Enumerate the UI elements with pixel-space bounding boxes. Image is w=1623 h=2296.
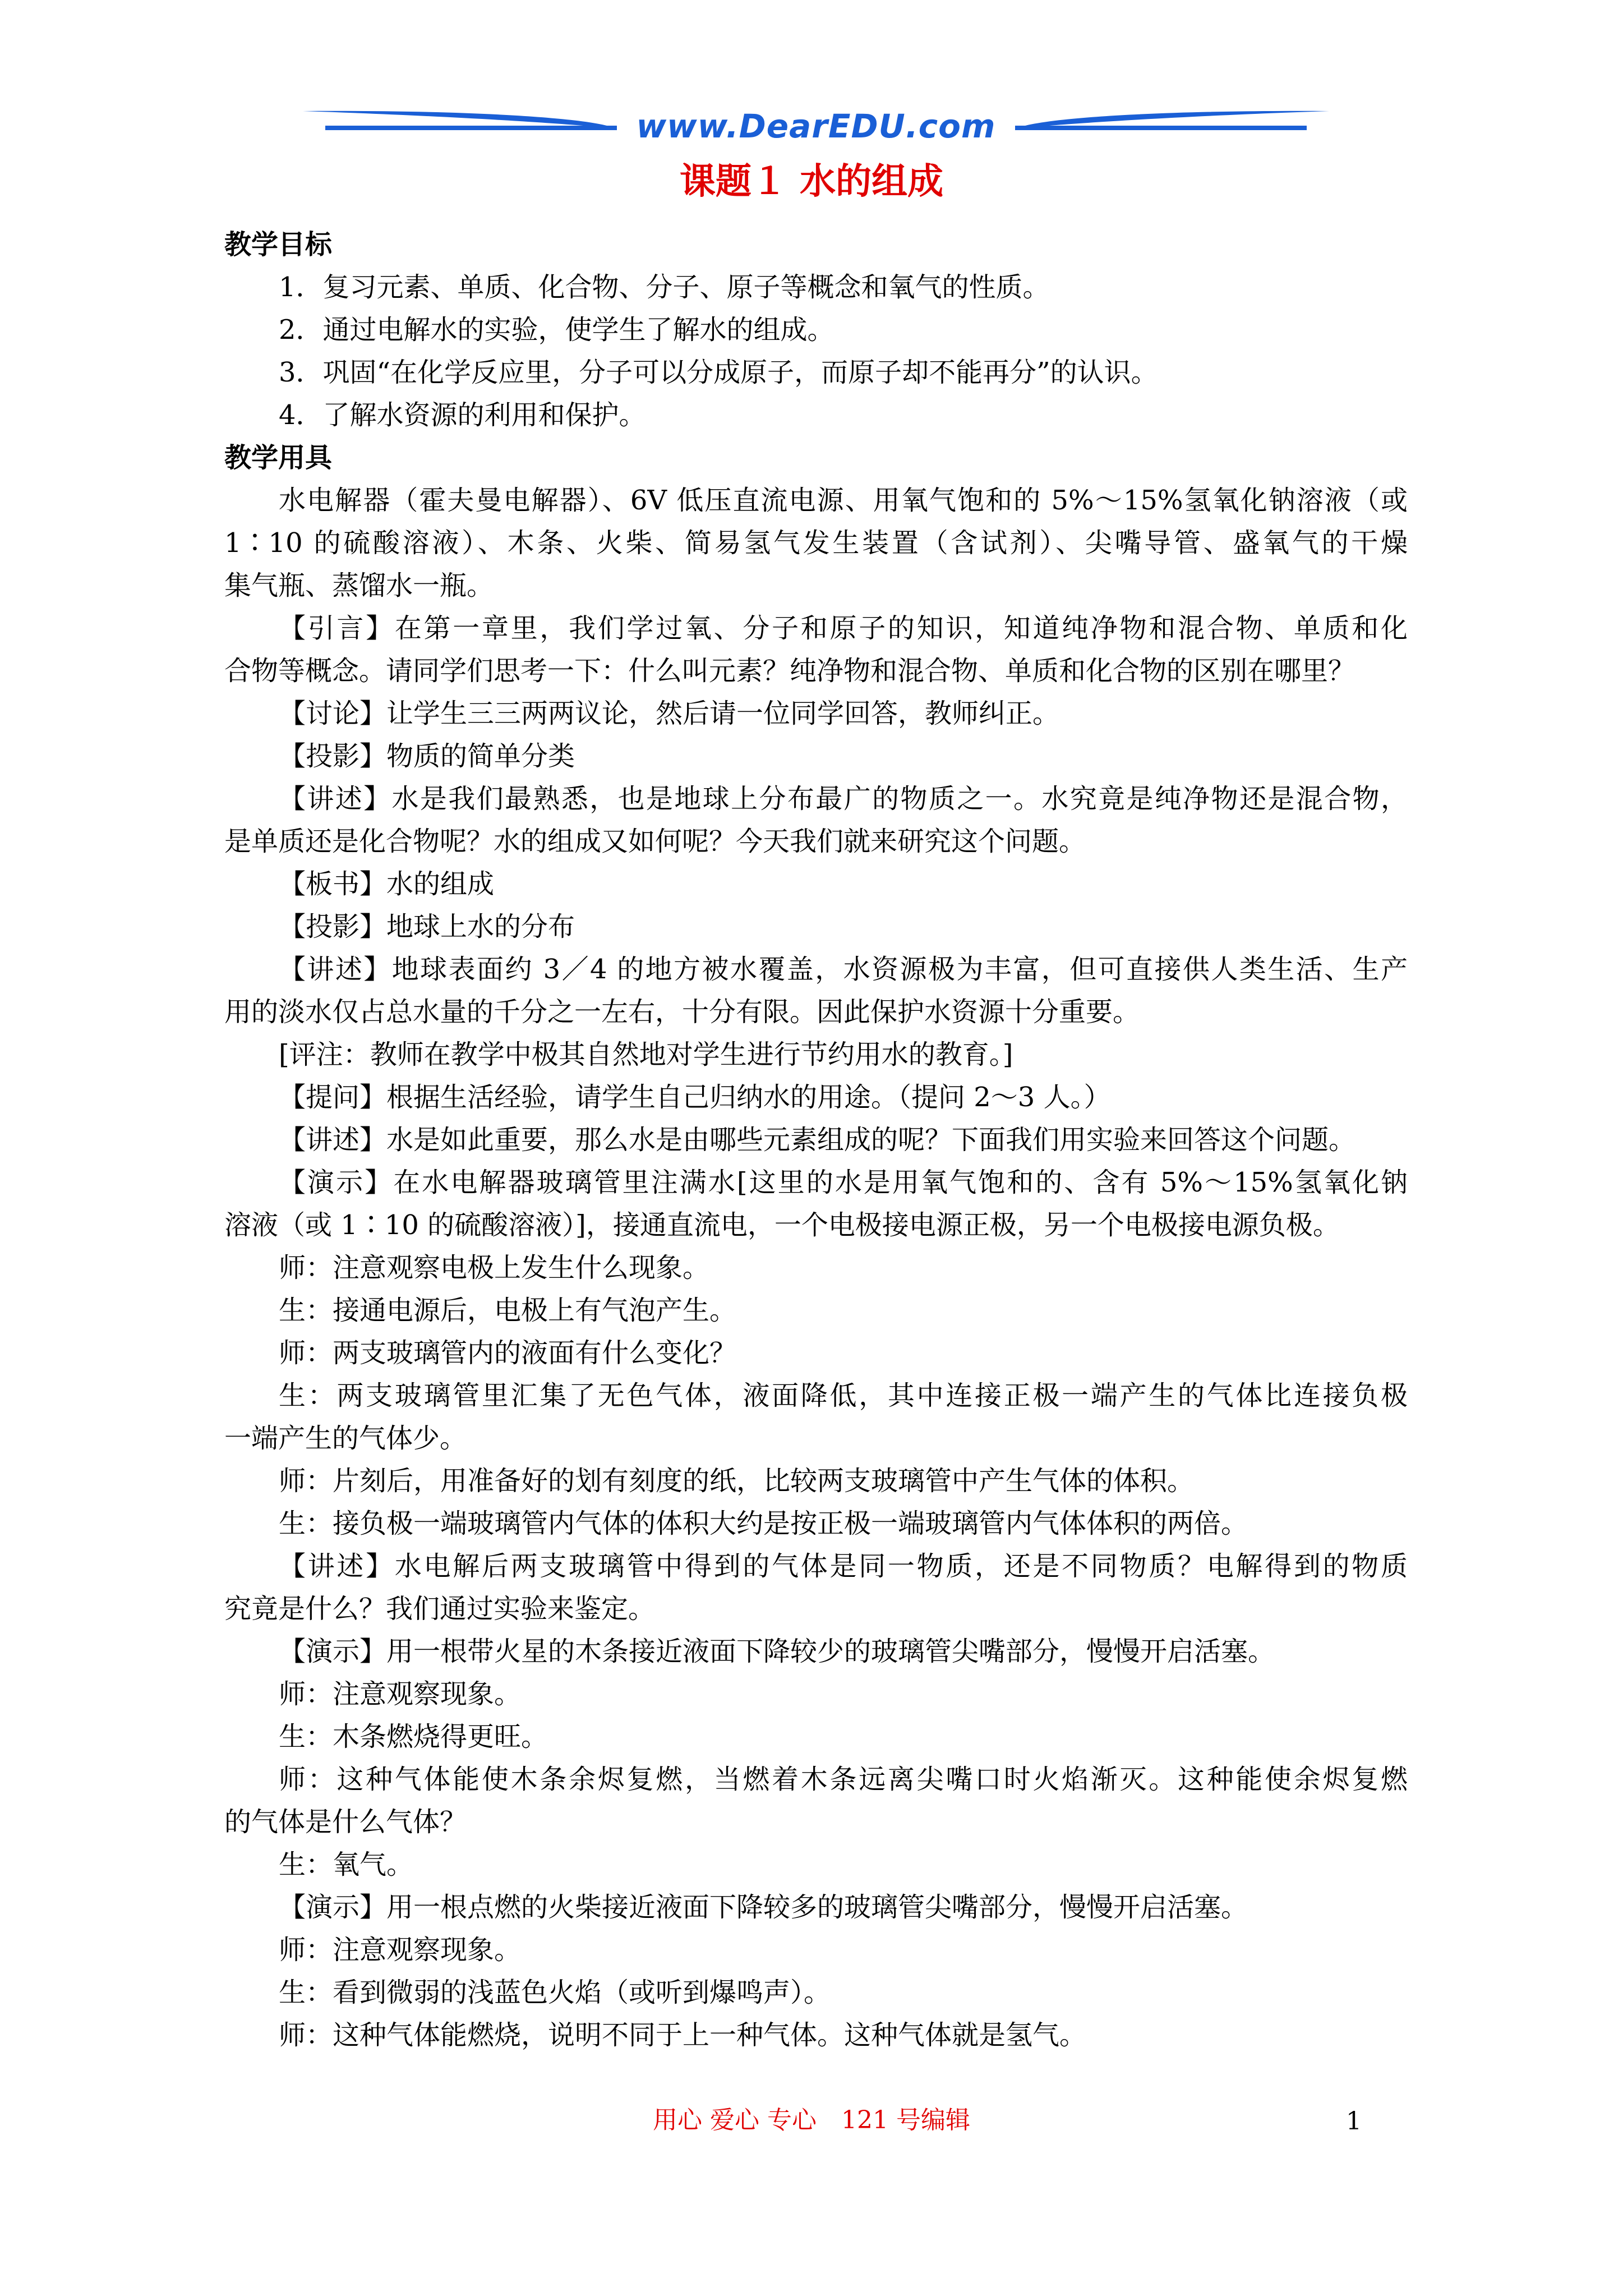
text-line: 【讲述】水是如此重要，那么水是由哪些元素组成的呢？下面我们用实验来回答这个问题。	[279, 1124, 1356, 1156]
text-line: 生：两支玻璃管里汇集了无色气体，液面降低，其中连接正极一端产生的气体比连接负极	[279, 1380, 1408, 1411]
page-title: 课题１ 水的组成	[679, 160, 944, 203]
text-line: 师：注意观察电极上发生什么现象。	[279, 1252, 710, 1283]
text-line: 【讨论】让学生三三两两议论，然后请一位同学回答，教师纠正。	[279, 698, 1060, 729]
page-number: 1	[1346, 2107, 1362, 2136]
text-line: 【板书】水的组成	[279, 868, 495, 900]
text-line: 师：注意观察现象。	[279, 1678, 522, 1710]
site-logo-text: www.DearEDU.com	[626, 107, 1006, 145]
text-line: 师：注意观察现象。	[279, 1934, 522, 1966]
text-line: 用的淡水仅占总水量的千分之一左右，十分有限。因此保护水资源十分重要。	[224, 996, 1140, 1028]
footer-text: 用心 爱心 专心 121 号编辑	[653, 2106, 970, 2134]
text-line: 生：氧气。	[279, 1849, 414, 1880]
text-line: 溶液（或 1∶10 的硫酸溶液）]，接通直流电，一个电极接电源正极，另一个电极接电源负极。	[224, 1209, 1340, 1241]
text-line: 3．巩固“在化学反应里，分子可以分成原子，而原子却不能再分”的认识。	[279, 357, 1158, 388]
text-line: 【投影】物质的简单分类	[279, 740, 575, 772]
text-line: 【演示】用一根带火星的木条接近液面下降较少的玻璃管尖嘴部分，慢慢开启活塞。	[279, 1636, 1275, 1667]
text-line: 4．了解水资源的利用和保护。	[279, 399, 646, 431]
section-heading: 教学用具	[224, 442, 333, 473]
text-line: 2．通过电解水的实验，使学生了解水的组成。	[279, 314, 834, 346]
text-line: 【讲述】地球表面约 3／4 的地方被水覆盖，水资源极为丰富，但可直接供人类生活、生产	[279, 954, 1408, 985]
text-line: 生：接通电源后，电极上有气泡产生。	[279, 1295, 737, 1326]
text-line: 生：接负极一端玻璃管内气体的体积大约是按正极一端玻璃管内气体体积的两倍。	[279, 1508, 1248, 1539]
text-line: 【投影】地球上水的分布	[279, 911, 575, 942]
text-line: 是单质还是化合物呢？水的组成又如何呢？今天我们就来研究这个问题。	[224, 826, 1086, 857]
text-line: 生：木条燃烧得更旺。	[279, 1721, 548, 1752]
text-line: 1．复习元素、单质、化合物、分子、原子等概念和氧气的性质。	[279, 272, 1050, 303]
text-line: 合物等概念。请同学们思考一下：什么叫元素？纯净物和混合物、单质和化合物的区别在哪里？	[224, 655, 1355, 687]
text-line: 师：片刻后，用准备好的划有刻度的纸，比较两支玻璃管中产生气体的体积。	[279, 1465, 1195, 1497]
document-body	[224, 223, 1408, 2056]
text-line: 究竟是什么？我们通过实验来鉴定。	[224, 1593, 656, 1625]
text-line: 【引言】在第一章里，我们学过氧、分子和原子的知识，知道纯净物和混合物、单质和化	[279, 613, 1408, 644]
text-line: 集气瓶、蒸馏水一瓶。	[224, 570, 494, 601]
text-line: 【提问】根据生活经验，请学生自己归纳水的用途。（提问 2～3 人。）	[279, 1082, 1111, 1113]
text-line: 师：这种气体能燃烧，说明不同于上一种气体。这种气体就是氢气。	[279, 2019, 1087, 2051]
text-line: 水电解器（霍夫曼电解器）、6V 低压直流电源、用氧气饱和的 5%～15%氢氧化钠溶液（或	[279, 485, 1408, 516]
text-line: 一端产生的气体少。	[224, 1423, 467, 1454]
text-line: 1∶10 的硫酸溶液）、木条、火柴、简易氢气发生装置（含试剂）、尖嘴导管、盛氧气的干燥	[224, 527, 1408, 559]
text-line: [评注：教师在教学中极其自然地对学生进行节约用水的教育。]	[279, 1039, 1013, 1070]
header-banner	[303, 107, 1329, 146]
text-line: 【讲述】水是我们最熟悉，也是地球上分布最广的物质之一。水究竟是纯净物还是混合物，	[279, 783, 1408, 815]
text-line: 师：这种气体能使木条余烬复燃，当燃着木条远离尖嘴口时火焰渐灭。这种能使余烬复燃	[279, 1764, 1408, 1795]
site-logo	[303, 107, 1329, 146]
section-heading: 教学目标	[224, 229, 333, 260]
text-line: 生：看到微弱的浅蓝色火焰（或听到爆鸣声）。	[279, 1977, 831, 2008]
text-line: 的气体是什么气体？	[224, 1806, 467, 1838]
text-line: 【演示】在水电解器玻璃管里注满水[这里的水是用氧气饱和的、含有 5%～15%氢氧化钠	[279, 1167, 1408, 1198]
text-line: 【演示】用一根点燃的火柴接近液面下降较多的玻璃管尖嘴部分，慢慢开启活塞。	[279, 1892, 1248, 1923]
text-line: 【讲述】水电解后两支玻璃管中得到的气体是同一物质，还是不同物质？电解得到的物质	[279, 1550, 1408, 1582]
text-line: 师：两支玻璃管内的液面有什么变化？	[279, 1337, 737, 1369]
